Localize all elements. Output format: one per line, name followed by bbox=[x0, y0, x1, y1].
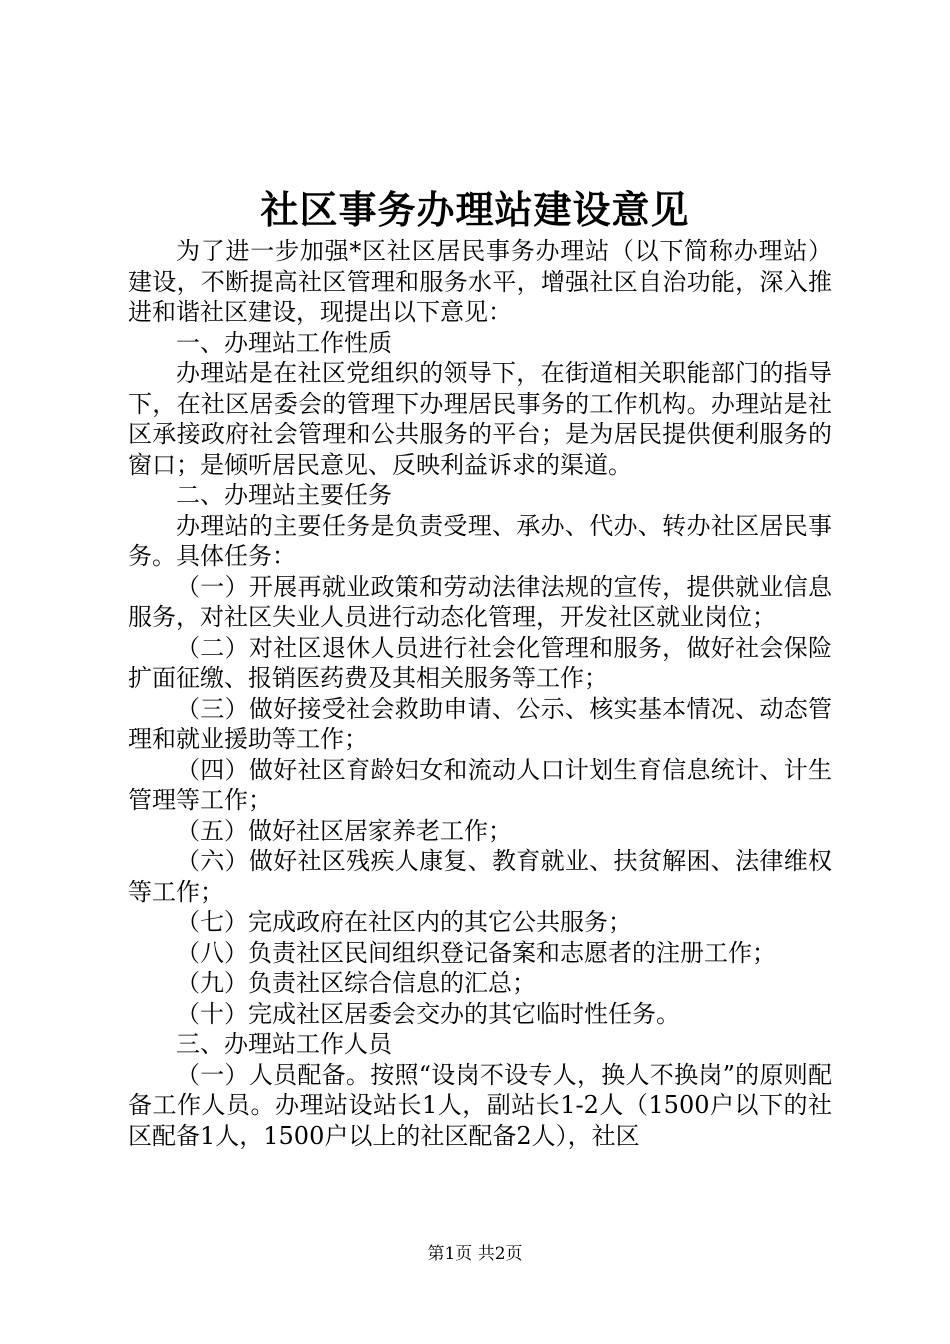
task-item-7: （七）完成政府在社区内的其它公共服务； bbox=[176, 908, 632, 936]
task-item-1: （一）开展再就业政策和劳动法律法规的宣传，提供就业信息服务，对社区失业人员进行动态化管理，开发社区就业岗位； bbox=[128, 572, 832, 631]
task-item-6: （六）做好社区残疾人康复、教育就业、扶贫解困、法律维权等工作； bbox=[128, 847, 832, 906]
page-footer: 第1页 共2页 bbox=[427, 1244, 523, 1264]
document-body bbox=[128, 236, 832, 1151]
section-heading-1: 一、办理站工作性质 bbox=[176, 328, 392, 357]
section-heading-3: 三、办理站工作人员 bbox=[176, 1030, 392, 1058]
task-item-2: （二）对社区退休人员进行社会化管理和服务，做好社会保险扩面征缴、报销医药费及其相关服务等工作； bbox=[128, 633, 832, 692]
section-heading-2: 二、办理站主要任务 bbox=[176, 481, 392, 509]
task-item-8: （八）负责社区民间组织登记备案和志愿者的注册工作； bbox=[176, 938, 776, 967]
task-item-10: （十）完成社区居委会交办的其它临时性任务。 bbox=[176, 999, 680, 1028]
task-item-5: （五）做好社区居家养老工作； bbox=[176, 816, 512, 845]
paragraph-nature: 办理站是在社区党组织的领导下，在街道相关职能部门的指导下，在社区居委会的管理下办理居民事务的工作机构。办理站是社区承接政府社会管理和公共服务的平台；是为居民提供便利服务的窗口；是倾听居民意见、反映利益诉求的渠道。 bbox=[128, 359, 832, 479]
task-item-3: （三）做好接受社会救助申请、公示、核实基本情况、动态管理和就业援助等工作； bbox=[128, 694, 832, 753]
task-item-9: （九）负责社区综合信息的汇总； bbox=[176, 969, 536, 997]
document-title: 社区事务办理站建设意见 bbox=[260, 187, 690, 232]
task-item-4: （四）做好社区育龄妇女和流动人口计划生育信息统计、计生管理等工作； bbox=[128, 755, 832, 814]
paragraph-intro: 为了进一步加强*区社区居民事务办理站（以下简称办理站）建设，不断提高社区管理和服务水平，增强社区自治功能，深入推进和谐社区建设，现提出以下意见： bbox=[128, 237, 832, 326]
paragraph-tasks-intro: 办理站的主要任务是负责受理、承办、代办、转办社区居民事务。具体任务： bbox=[128, 511, 832, 570]
paragraph-staffing: （一）人员配备。按照“设岗不设专人，换人不换岗”的原则配备工作人员。办理站设站长1人，副站长1-2人（1500户以下的社区配备1人，1500户以上的社区配备2人），社区 bbox=[128, 1060, 832, 1150]
